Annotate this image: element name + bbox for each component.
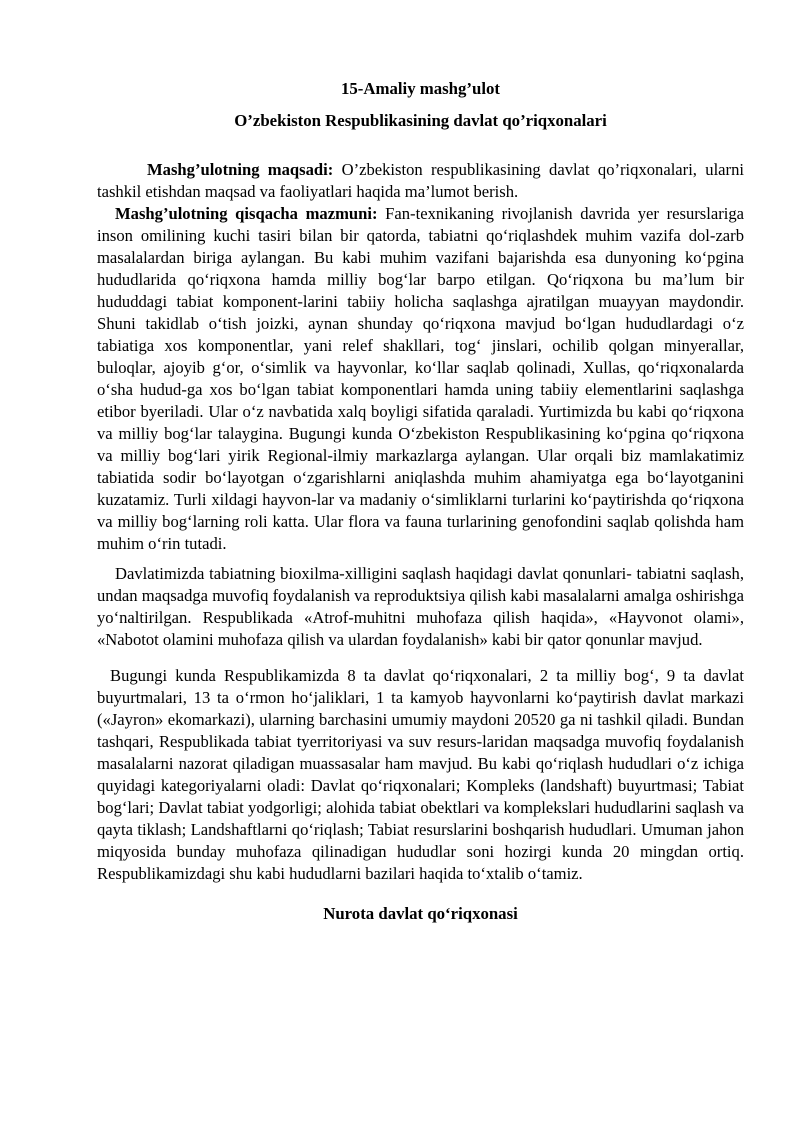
paragraph-summary-body: Fan-texnikaning rivojlanish davrida yer resurslariga inson omilining kuchi tasiri bilan bir qatorda, tabiatni qo‘riqlashdek muhim vazifa dol-zarb masalalardan biriga aylangan. Bu kabi muhim vazifani bajarishda esa dunyoning ko‘pgina hududlarida qo‘riqxona hamda milliy bog‘lar barpo etilgan. Qo‘riqxona bu ma’lum bir hududdagi tabiat komponent-larini tabiiy holicha saqlashga ajratilgan muayyan maydondir. Shuni takidlab o‘tish joizki, aynan shunday qo‘riqxona mavjud bo‘lgan hududlardagi o‘z tabiatiga xos komponentlar, yani relef shakllari, tog‘ jinslari, ochilib qolgan minyerallar, buloqlar, ajoyib g‘or, o‘simlik va hayvonlar, ko‘llar saqlab qolinadi, Xullas, qo‘riqxonalarda o‘sha hudud-ga xos bo‘lgan tabiat komponentlari hamda uning tabiiy elementlarini saqlashga etibor byeriladi. Ular o‘z navbatida xalq boyligi sifatida qaraladi. Yurtimizda bu kabi qo‘riqxona va milliy bog‘lar talaygina. Bugungi kunda O‘zbekiston Respublikasining ko‘pgina qo‘riqxona va milliy bog‘lari yirik Regional-ilmiy markazlarga aylangan. Ular orqali biz mamlakatimiz tabiatida sodir bo‘layotgan o‘zgarishlarni aniqlashda muhim ahamiyatga ega bo‘layotganini kuzatamiz. Turli xildagi hayvon-lar va madaniy o‘simliklarni turlarini ko‘paytirishda qo‘riqxona va milliy bog‘larning roli katta. Ular flora va fauna turlarining genofondini saqlab qolishda ham muhim o‘rin tutadi. bbox=[97, 204, 744, 553]
paragraph-purpose bbox=[97, 159, 744, 203]
paragraph-statistics: Bugungi kunda Respublikamizda 8 ta davlat qo‘riqxonalari, 2 ta milliy bog‘, 9 ta davlat buyurtmalari, 13 ta o‘rmon ho‘jaliklari, 1 ta kamyob hayvonlarni ko‘paytirish davlat markazi («Jayron» ekomarkazi), ularning barchasini umumiy maydoni 20520 ga ni tashkil qiladi. Bundan tashqari, Respublikada tabiat tyerritoriyasi va suv resurs-laridan maqsadga muvofiq foydalanish masalalarni nazorat qiladigan muassasalar ham mavjud. Bu kabi qo‘riqlash hududlari o‘z ichiga quyidagi kategoriyalarni oladi: Davlat qo‘riqxonalari; Kompleks (landshaft) buyurtmasi; Tabiat bog‘lari; Davlat tabiat yodgorligi; alohida tabiat obektlari va komplekslari hududlarini saqlash va qayta tiklash; Landshaftlarni qo‘riqlash; Tabiat resurslarini boshqarish hududlari. Umuman jahon miqyosida bunday muhofaza qilinadigan hududlar soni hozirgi kunda 20 mingdan ortiq. Respublikamizdagi shu kabi hududlarni bazilari haqida to‘xtalib o‘tamiz. bbox=[97, 666, 744, 883]
closing-heading: Nurota davlat qo‘riqxonasi bbox=[323, 904, 518, 923]
paragraph-purpose-body: O’zbekiston respublikasining davlat qo’riqxonalari, ularni tashkil etishdan maqsad va faoliyatlari haqida ma’lumot berish. bbox=[97, 160, 744, 201]
doc-subtitle: O’zbekiston Respublikasining davlat qo’riqxonalari bbox=[234, 111, 607, 130]
paragraph-summary-lead: Mashg’ulotning qisqacha mazmuni: bbox=[115, 204, 378, 223]
paragraph-summary bbox=[97, 203, 744, 555]
paragraph-purpose-lead: Mashg’ulotning maqsadi: bbox=[147, 160, 334, 179]
paragraph-laws: Davlatimizda tabiatning bioxilma-xilligini saqlash haqidagi davlat qonunlari- tabiatni saqlash, undan maqsadga muvofiq foydalanish va reproduktsiya qilish kabi masalalarni amalga oshirishga yo‘naltirilgan. Respublikada «Atrof-muhitni muhofaza qilish haqida», «Hayvonot olami», «Nabotot olamini muhofaza qilish va ulardan foydalanish» kabi bir qator qonunlar mavjud. bbox=[97, 564, 744, 649]
doc-title: 15-Amaliy mashg’ulot bbox=[341, 79, 500, 98]
